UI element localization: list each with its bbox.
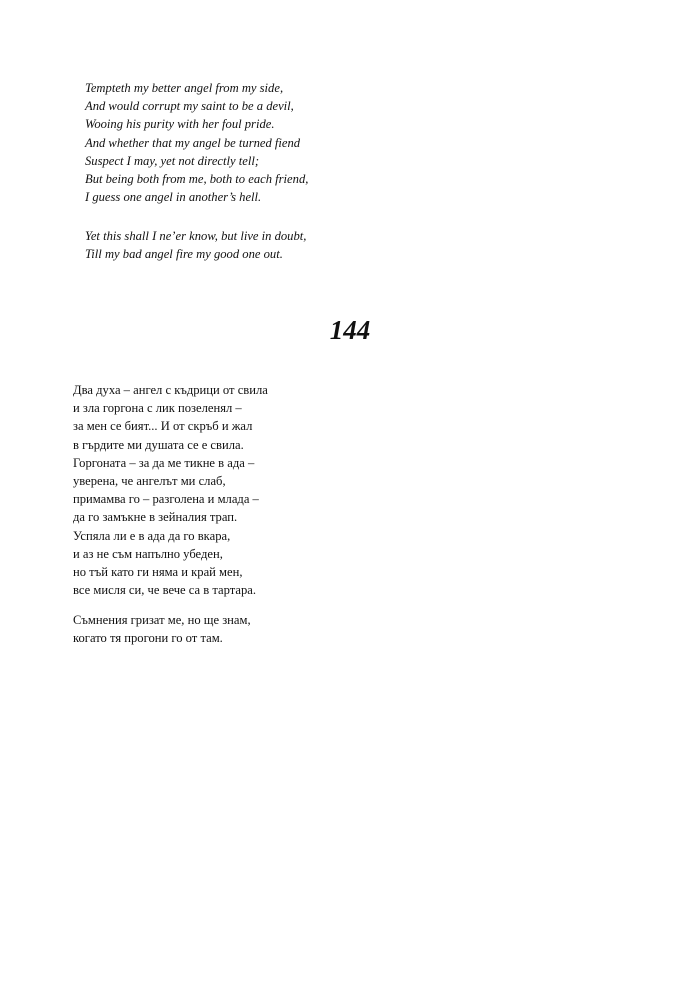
poem-line: в гърдите ми душата се е свила.: [73, 437, 244, 452]
poem-line: когато тя прогони го от там.: [73, 631, 223, 646]
poem-line: Tempteth my better angel from my side,: [85, 81, 284, 95]
poem-line: и аз не съм напълно убеден,: [73, 546, 223, 561]
poem-line: Два духа – ангел с къдрици от свила: [73, 383, 268, 397]
english-couplet: [85, 227, 306, 263]
poem-line: Wooing his purity with her foul pride.: [85, 117, 275, 132]
poem-line: за мен се бият... И от скръб и жал: [73, 419, 253, 434]
poem-line: Till my bad angel fire my good one out.: [85, 247, 283, 262]
poem-line: да го замъкне в зейналия трап.: [73, 510, 238, 525]
poem-line: And whether that my angel be turned fiend: [85, 135, 301, 150]
poem-line: Yet this shall I ne’er know, but live in doubt,: [85, 229, 307, 243]
poem-line: и зла горгона с лик позеленял –: [73, 401, 242, 416]
poem-line: I guess one angel in another’s hell.: [85, 190, 262, 205]
poem-line: Suspect I may, yet not directly tell;: [85, 153, 260, 168]
poem-line: но тъй като ги няма и край мен,: [73, 565, 243, 580]
poem-line: Съмнения гризат ме, но ще знам,: [73, 613, 251, 627]
poem-line: And would corrupt my saint to be a devil,: [85, 99, 294, 114]
english-stanza-1: [85, 79, 308, 206]
poem-line: все мисля си, че вече са в тартара.: [73, 583, 257, 598]
poem-line: уверена, че ангелът ми слаб,: [73, 474, 226, 489]
poem-line: примамва го – разголена и млада –: [73, 492, 259, 507]
bulgarian-couplet: [73, 611, 251, 647]
poem-line: Горгоната – за да ме тикне в ада –: [73, 455, 255, 470]
sonnet-number-heading: 144: [329, 315, 371, 345]
poem-line: But being both from me, both to each friend,: [85, 172, 309, 187]
bulgarian-stanza-1: [73, 381, 268, 599]
poem-line: Успяла ли е в ада да го вкара,: [73, 528, 231, 543]
